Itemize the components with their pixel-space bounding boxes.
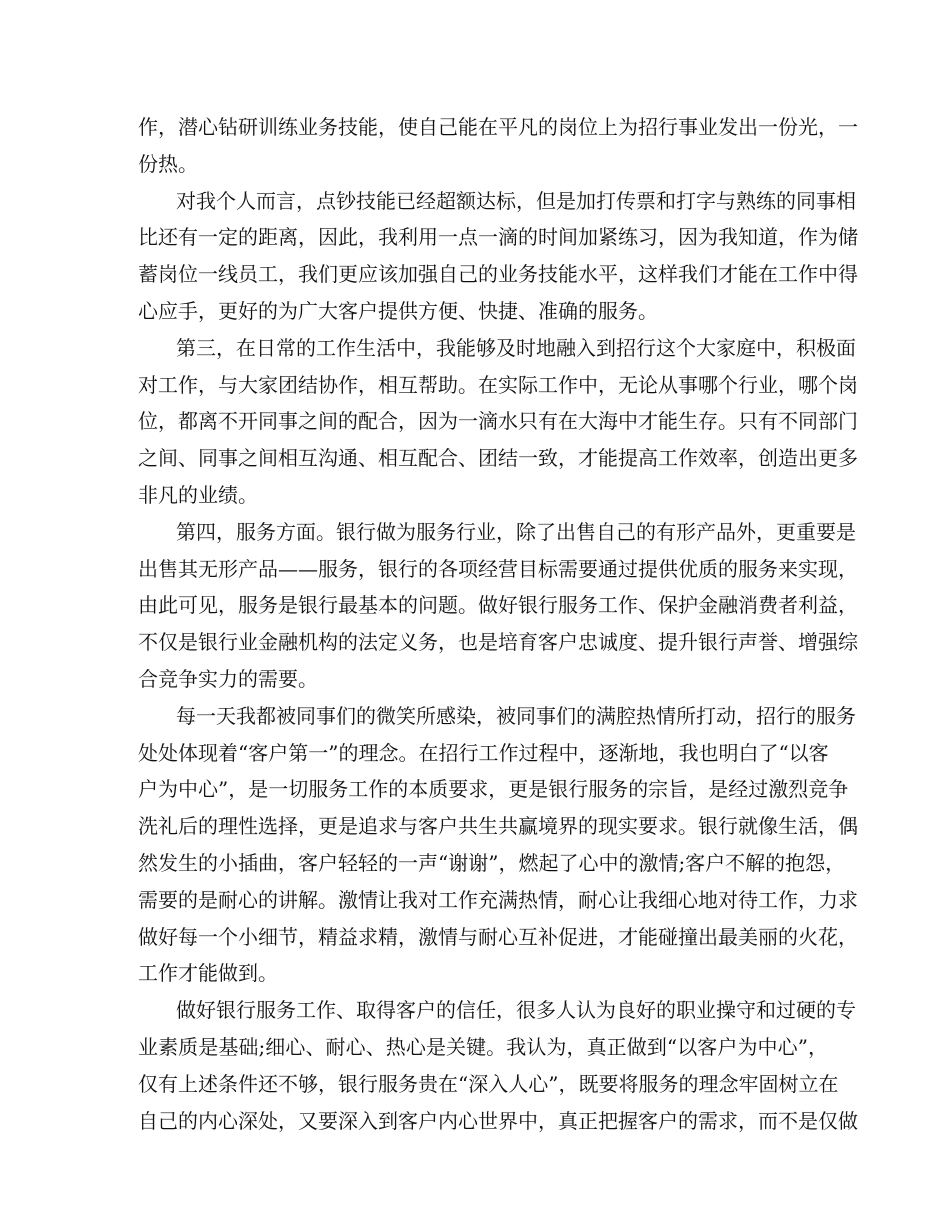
text-line: 做好银行服务工作、取得客户的信任，很多人认为良好的职业操守和过硬的专 <box>176 998 856 1023</box>
text-line: 比还有一定的距离，因此，我利用一点一滴的时间加紧练习，因为我知道，作为储 <box>138 225 858 250</box>
text-line: 工作才能做到。 <box>138 961 278 986</box>
text-line: 对我个人而言，点钞技能已经超额达标，但是加打传票和打字与熟练的同事相 <box>176 188 856 213</box>
text-line: 做好每一个小细节，精益求精，激情与耐心互补促进，才能碰撞出最美丽的火花， <box>138 924 858 949</box>
text-line: 作，潜心钻研训练业务技能，使自己能在平凡的岗位上为招行事业发出一份光，一 <box>138 115 858 139</box>
document-body <box>138 109 858 1139</box>
text-line: 自己的内心深处，又要深入到客户内心世界中，真正把握客户的需求，而不是仅做 <box>138 1108 858 1133</box>
text-line: 由此可见，服务是银行最基本的问题。做好银行服务工作、保护金融消费者利益， <box>138 593 858 618</box>
text-line: 位，都离不开同事之间的配合，因为一滴水只有在大海中才能生存。只有不同部门 <box>138 409 858 434</box>
text-line: 非凡的业绩。 <box>138 482 258 507</box>
text-line: 然发生的小插曲，客户轻轻的一声“谢谢”，燃起了心中的激情;客户不解的抱怨， <box>138 850 846 875</box>
text-line: 出售其无形产品——服务，银行的各项经营目标需要通过提供优质的服务来实现， <box>138 556 858 581</box>
text-line: 份热。 <box>138 151 198 176</box>
text-line: 需要的是耐心的讲解。激情让我对工作充满热情，耐心让我细心地对待工作，力求 <box>138 887 858 912</box>
text-line: 处处体现着“客户第一”的理念。在招行工作过程中，逐渐地，我也明白了“以客 <box>138 740 829 765</box>
text-line: 不仅是银行业金融机构的法定义务，也是培育客户忠诚度、提升银行声誉、增强综 <box>138 630 858 655</box>
text-line: 合竞争实力的需要。 <box>138 666 318 691</box>
text-line: 第四，服务方面。银行做为服务行业，除了出售自己的有形产品外，更重要是 <box>176 519 856 544</box>
text-line: 第三，在日常的工作生活中，我能够及时地融入到招行这个大家庭中，积极面 <box>176 335 856 360</box>
text-line: 对工作，与大家团结协作，相互帮助。在实际工作中，无论从事哪个行业，哪个岗 <box>138 372 858 397</box>
text-line: 每一天我都被同事们的微笑所感染，被同事们的满腔热情所打动，招行的服务 <box>176 703 856 728</box>
text-line: 之间、同事之间相互沟通、相互配合、团结一致，才能提高工作效率，创造出更多 <box>138 446 858 471</box>
text-line: 蓄岗位一线员工，我们更应该加强自己的业务技能水平，这样我们才能在工作中得 <box>138 262 858 287</box>
text-line: 心应手，更好的为广大客户提供方便、快捷、准确的服务。 <box>138 298 658 323</box>
text-line: 洗礼后的理性选择，更是追求与客户共生共赢境界的现实要求。银行就像生活，偶 <box>138 814 858 839</box>
text-line: 仅有上述条件还不够，银行服务贵在“深入人心”，既要将服务的理念牢固树立在 <box>138 1071 839 1096</box>
text-line: 业素质是基础;细心、耐心、热心是关键。我认为，真正做到“以客户为中心”， <box>138 1034 828 1059</box>
text-line: 户为中心”，是一切服务工作的本质要求，更是银行服务的宗旨，是经过激烈竞争 <box>138 777 849 802</box>
